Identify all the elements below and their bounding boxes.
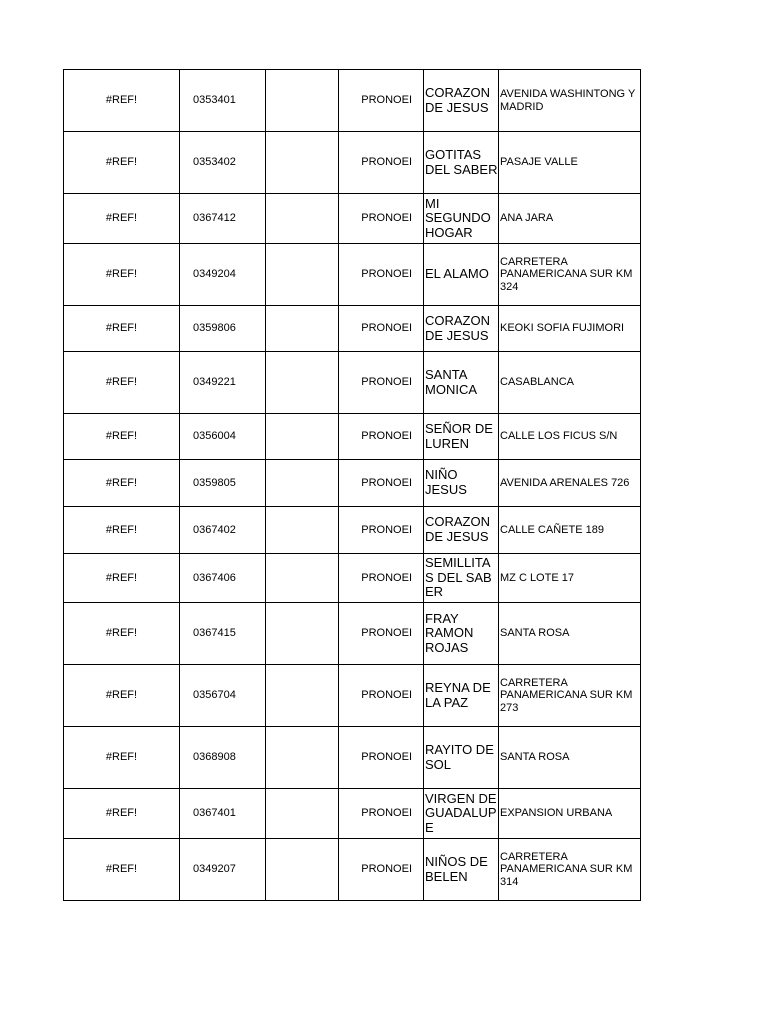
ref-cell: #REF! xyxy=(64,665,180,727)
type-cell: PRONOEI xyxy=(339,414,424,460)
type-cell: PRONOEI xyxy=(339,789,424,839)
table-row xyxy=(64,789,641,839)
address-cell: CALLE CAÑETE 189 xyxy=(499,507,641,554)
ref-cell: #REF! xyxy=(64,554,180,603)
name-cell: REYNA DE LA PAZ xyxy=(424,665,499,727)
code-cell: 0349221 xyxy=(180,352,266,414)
address-cell: EXPANSION URBANA xyxy=(499,789,641,839)
table-row xyxy=(64,414,641,460)
empty-cell xyxy=(266,244,339,306)
code-cell: 0367415 xyxy=(180,603,266,665)
type-cell: PRONOEI xyxy=(339,460,424,507)
name-cell: SEMILLITAS DEL SABER xyxy=(424,554,499,603)
table-row xyxy=(64,194,641,244)
ref-cell: #REF! xyxy=(64,839,180,901)
name-cell: CORAZON DE JESUS xyxy=(424,70,499,132)
empty-cell xyxy=(266,352,339,414)
table-row xyxy=(64,603,641,665)
name-cell: SANTA MONICA xyxy=(424,352,499,414)
name-cell: NIÑO JESUS xyxy=(424,460,499,507)
table-row xyxy=(64,352,641,414)
empty-cell xyxy=(266,70,339,132)
table-row xyxy=(64,554,641,603)
table-row xyxy=(64,839,641,901)
ref-cell: #REF! xyxy=(64,789,180,839)
ref-cell: #REF! xyxy=(64,507,180,554)
code-cell: 0367401 xyxy=(180,789,266,839)
name-cell: NIÑOS DE BELEN xyxy=(424,839,499,901)
ref-cell: #REF! xyxy=(64,352,180,414)
name-cell: GOTITAS DEL SABER xyxy=(424,132,499,194)
code-cell: 0368908 xyxy=(180,727,266,789)
ref-cell: #REF! xyxy=(64,603,180,665)
name-cell: CORAZON DE JESUS xyxy=(424,306,499,352)
address-cell: CALLE LOS FICUS S/N xyxy=(499,414,641,460)
table-row xyxy=(64,665,641,727)
name-cell: CORAZON DE JESUS xyxy=(424,507,499,554)
code-cell: 0353401 xyxy=(180,70,266,132)
empty-cell xyxy=(266,839,339,901)
address-cell: CARRETERA PANAMERICANA SUR KM 273 xyxy=(499,665,641,727)
address-cell: KEOKI SOFIA FUJIMORI xyxy=(499,306,641,352)
address-cell: CASABLANCA xyxy=(499,352,641,414)
empty-cell xyxy=(266,789,339,839)
ref-cell: #REF! xyxy=(64,244,180,306)
type-cell: PRONOEI xyxy=(339,70,424,132)
table-row xyxy=(64,727,641,789)
type-cell: PRONOEI xyxy=(339,244,424,306)
name-cell: MI SEGUNDO HOGAR xyxy=(424,194,499,244)
type-cell: PRONOEI xyxy=(339,132,424,194)
address-cell: SANTA ROSA xyxy=(499,727,641,789)
ref-cell: #REF! xyxy=(64,414,180,460)
type-cell: PRONOEI xyxy=(339,665,424,727)
address-cell: AVENIDA WASHINTONG Y MADRID xyxy=(499,70,641,132)
empty-cell xyxy=(266,603,339,665)
address-cell: PASAJE VALLE xyxy=(499,132,641,194)
code-cell: 0356004 xyxy=(180,414,266,460)
type-cell: PRONOEI xyxy=(339,727,424,789)
table-row xyxy=(64,244,641,306)
table-row xyxy=(64,70,641,132)
empty-cell xyxy=(266,554,339,603)
ref-cell: #REF! xyxy=(64,194,180,244)
code-cell: 0367412 xyxy=(180,194,266,244)
name-cell: EL ALAMO xyxy=(424,244,499,306)
code-cell: 0367402 xyxy=(180,507,266,554)
ref-cell: #REF! xyxy=(64,132,180,194)
name-cell: RAYITO DE SOL xyxy=(424,727,499,789)
type-cell: PRONOEI xyxy=(339,507,424,554)
address-cell: CARRETERA PANAMERICANA SUR KM 324 xyxy=(499,244,641,306)
name-cell: SEÑOR DE LUREN xyxy=(424,414,499,460)
table-row xyxy=(64,132,641,194)
table-row xyxy=(64,507,641,554)
code-cell: 0359805 xyxy=(180,460,266,507)
type-cell: PRONOEI xyxy=(339,352,424,414)
type-cell: PRONOEI xyxy=(339,306,424,352)
table-row xyxy=(64,306,641,352)
empty-cell xyxy=(266,507,339,554)
empty-cell xyxy=(266,665,339,727)
address-cell: AVENIDA ARENALES 726 xyxy=(499,460,641,507)
empty-cell xyxy=(266,727,339,789)
address-cell: MZ C LOTE 17 xyxy=(499,554,641,603)
table-row xyxy=(64,460,641,507)
address-cell: ANA JARA xyxy=(499,194,641,244)
address-cell: SANTA ROSA xyxy=(499,603,641,665)
empty-cell xyxy=(266,306,339,352)
ref-cell: #REF! xyxy=(64,306,180,352)
name-cell: VIRGEN DE GUADALUPE xyxy=(424,789,499,839)
type-cell: PRONOEI xyxy=(339,839,424,901)
code-cell: 0349207 xyxy=(180,839,266,901)
type-cell: PRONOEI xyxy=(339,194,424,244)
code-cell: 0356704 xyxy=(180,665,266,727)
address-cell: CARRETERA PANAMERICANA SUR KM 314 xyxy=(499,839,641,901)
empty-cell xyxy=(266,132,339,194)
ref-cell: #REF! xyxy=(64,460,180,507)
empty-cell xyxy=(266,414,339,460)
empty-cell xyxy=(266,194,339,244)
code-cell: 0353402 xyxy=(180,132,266,194)
type-cell: PRONOEI xyxy=(339,603,424,665)
name-cell: FRAY RAMON ROJAS xyxy=(424,603,499,665)
type-cell: PRONOEI xyxy=(339,554,424,603)
empty-cell xyxy=(266,460,339,507)
code-cell: 0359806 xyxy=(180,306,266,352)
ref-cell: #REF! xyxy=(64,70,180,132)
code-cell: 0367406 xyxy=(180,554,266,603)
code-cell: 0349204 xyxy=(180,244,266,306)
ref-cell: #REF! xyxy=(64,727,180,789)
spreadsheet-table xyxy=(63,69,641,901)
